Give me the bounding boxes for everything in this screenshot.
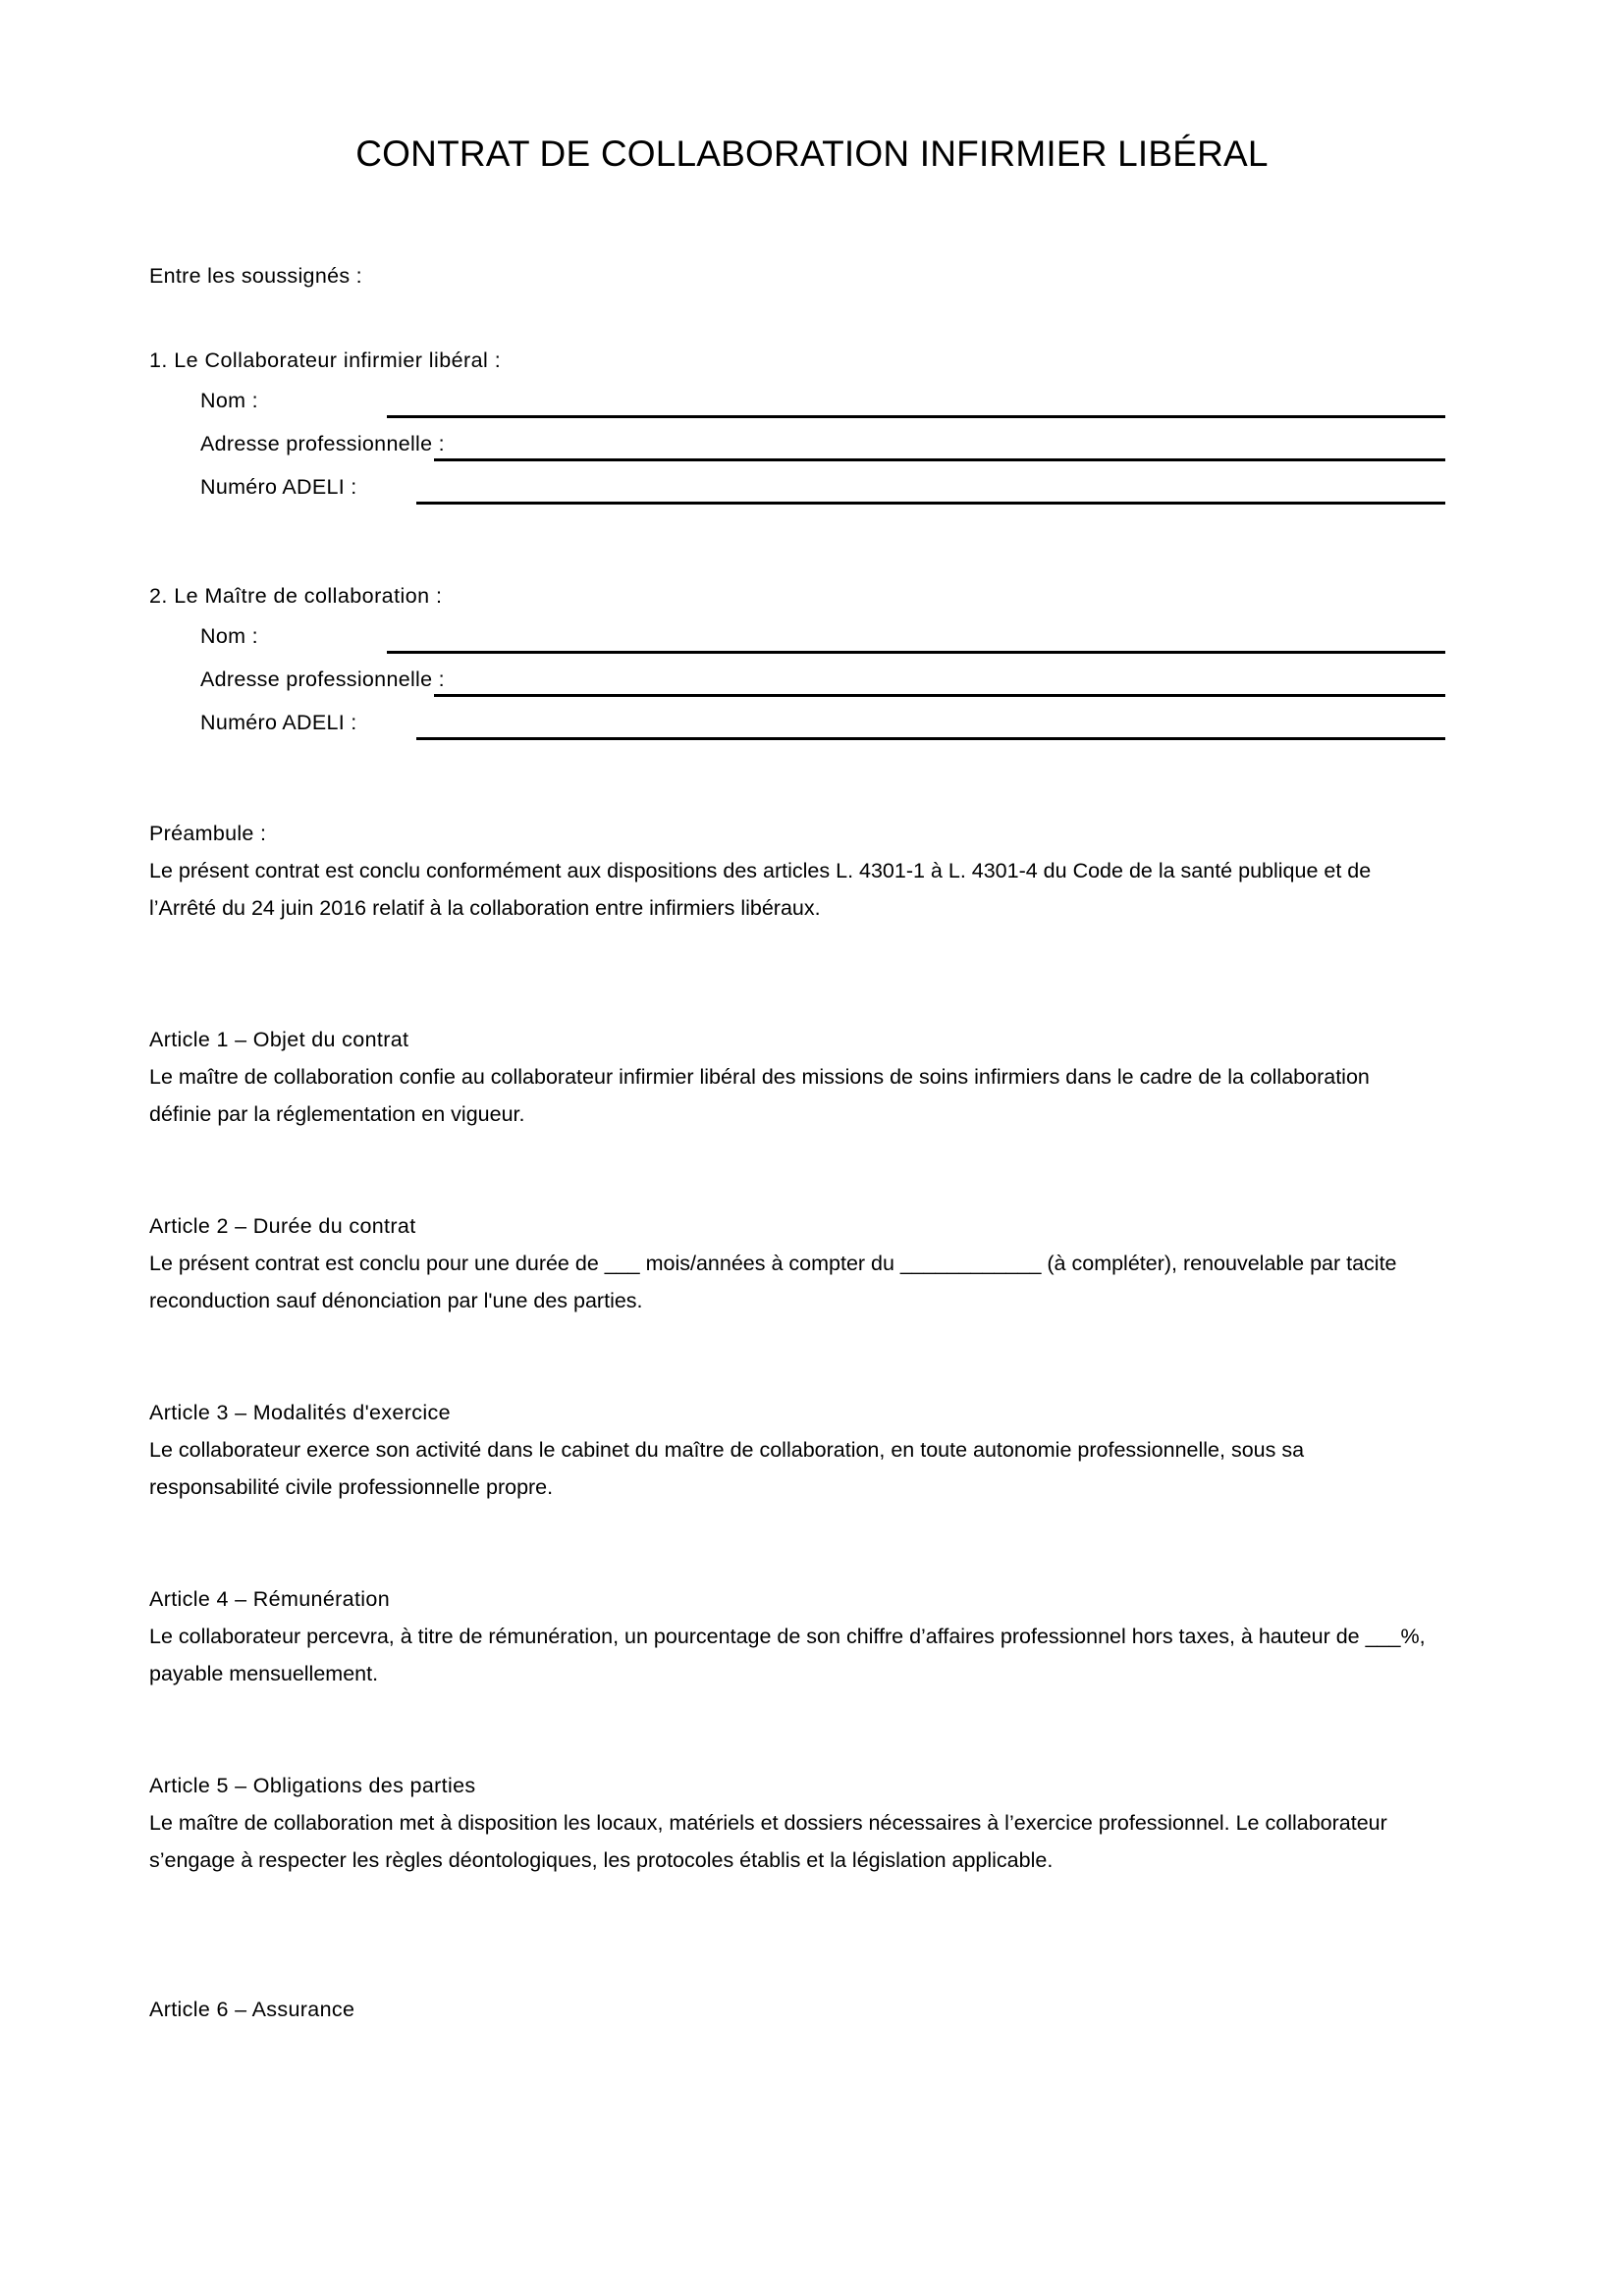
field-input-nom-collaborateur[interactable] [387,415,1445,418]
article-4 [149,1580,1445,1692]
field-input-nom-maitre[interactable] [387,651,1445,654]
field-label-adresse: Adresse professionnelle : [200,432,445,455]
field-input-adeli-maitre[interactable] [416,737,1445,740]
article-5-heading: Article 5 – Obligations des parties [149,1774,476,1797]
preamble-section [149,815,1445,927]
intro-label: Entre les soussignés : [149,264,362,288]
article-4-text: Le collaborateur percevra, à titre de rémunération, un pourcentage de son chiffre d’affaires professionnel hors taxes, à hauteur de ___%, payable mensuellement. [149,1625,1426,1685]
field-row-adresse-maitre [149,658,1445,701]
article-2-heading: Article 2 – Durée du contrat [149,1214,416,1238]
field-row-nom-collaborateur [149,379,1445,422]
party-heading-collaborateur: 1. Le Collaborateur infirmier libéral : [149,348,502,372]
article-2 [149,1207,1445,1319]
preamble-text: Le présent contrat est conclu conformément aux dispositions des articles L. 4301-1 à L. 4301-4 du Code de la santé publique et de l’Arrêté du 24 juin 2016 relatif à la collaboration entre infirmiers libéraux. [149,859,1372,920]
field-row-adresse-collaborateur [149,422,1445,465]
field-label-nom: Nom : [200,624,258,648]
field-label-adeli: Numéro ADELI : [200,475,357,499]
article-1 [149,1021,1445,1133]
field-input-adeli-collaborateur[interactable] [416,502,1445,505]
party-heading-maitre: 2. Le Maître de collaboration : [149,584,443,608]
article-1-heading: Article 1 – Objet du contrat [149,1028,409,1051]
party-block-maitre [149,577,1445,744]
field-label-adresse: Adresse professionnelle : [200,667,445,691]
field-row-adeli-maitre [149,701,1445,744]
field-input-adresse-maitre[interactable] [434,694,1445,697]
field-label-adeli: Numéro ADELI : [200,711,357,734]
article-6-heading: Article 6 – Assurance [149,1998,355,2021]
field-input-adresse-collaborateur[interactable] [434,458,1445,461]
preamble-label: Préambule : [149,822,267,845]
document-title: CONTRAT DE COLLABORATION INFIRMIER LIBÉRAL [355,133,1269,174]
article-1-text: Le maître de collaboration confie au collaborateur infirmier libéral des missions de soins infirmiers dans le cadre de la collaboration définie par la réglementation en vigueur. [149,1065,1370,1126]
intro-section [149,257,1445,294]
article-3-text: Le collaborateur exerce son activité dans le cabinet du maître de collaboration, en toute autonomie professionnelle, sous sa responsabilité civile professionnelle propre. [149,1438,1305,1499]
article-3 [149,1394,1445,1506]
field-row-adeli-collaborateur [149,465,1445,508]
article-5 [149,1767,1445,1879]
field-row-nom-maitre [149,614,1445,658]
article-4-heading: Article 4 – Rémunération [149,1587,391,1611]
article-6 [149,1991,1445,2028]
article-2-text: Le présent contrat est conclu pour une durée de ___ mois/années à compter du ____________ (à compléter), renouvelable par tacite reconduction sauf dénonciation par l'une des parties. [149,1252,1397,1312]
field-label-nom: Nom : [200,389,258,412]
article-5-text: Le maître de collaboration met à disposition les locaux, matériels et dossiers nécessaires à l’exercice professionnel. Le collaborateur s’engage à respecter les règles déontologiques, les protocoles établis et la législation applicable. [149,1811,1387,1872]
party-block-collaborateur [149,342,1445,508]
article-3-heading: Article 3 – Modalités d'exercice [149,1401,451,1424]
